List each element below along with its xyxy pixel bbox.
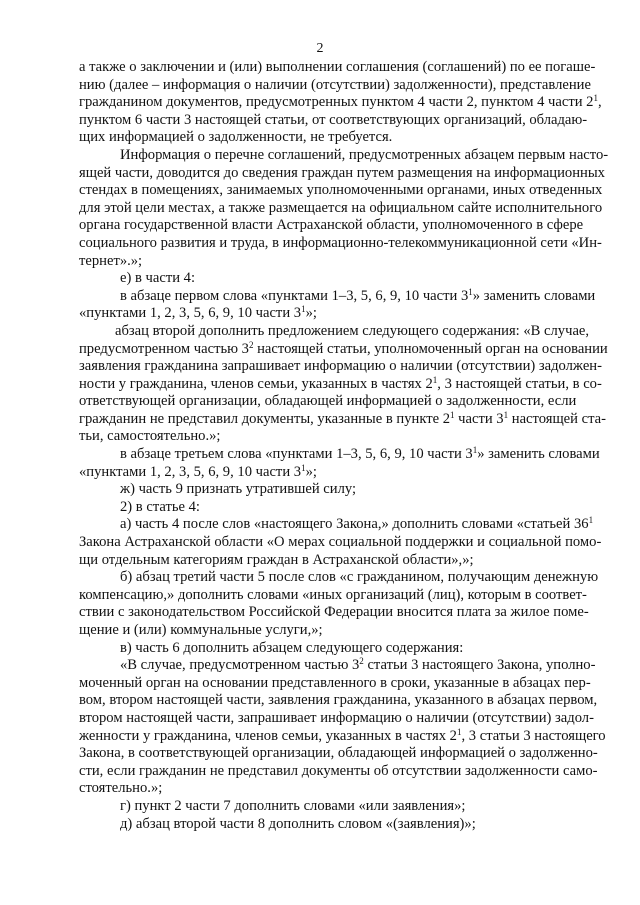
text-line: щих информацией о задолженности, не требуется. — [79, 129, 393, 146]
text-line: щи отдельным категориям граждан в Астраханской области»,»; — [79, 551, 474, 568]
text-line: втором настоящей части, запрашивает информацию о наличии (отсутствии) задол- — [79, 709, 594, 726]
text-line: предусмотренном частью $3^2$ настоящей статьи, уполномоченный орган на основании — [79, 339, 608, 357]
text-line: тьи, самостоятельно.»; — [79, 428, 221, 445]
text-line: в абзаце первом слова «пунктами 1–3, 5, 6, 9, 10 части $3^1$» заменить словами — [120, 286, 596, 304]
text-line: сти, если гражданин не представил документы об отсутствии задолженности само- — [79, 762, 598, 779]
text-line: д) абзац второй части 8 дополнить словом «(заявления)»; — [120, 815, 476, 832]
text-line: Закона Астраханской области «О мерах социальной поддержки и социальной помо- — [79, 534, 602, 551]
text-line: моченный орган на основании представленного в сроки, указанные в абзацах пер- — [79, 674, 591, 691]
document-body — [79, 59, 609, 833]
text-line: пунктом 6 части 3 настоящей статьи, от соответствующих организаций, обладаю- — [79, 111, 588, 128]
text-line: ответствующей организации, обладающей информацией о задолженности, если — [79, 393, 577, 410]
text-line: в) часть 6 дополнить абзацем следующего содержания: — [120, 639, 464, 656]
text-line: тернет».»; — [79, 252, 143, 269]
text-line: ности у гражданина, членов семьи, указанных в частях $2^1$, 3 настоящей статьи, в со- — [79, 374, 602, 392]
text-line: «В случае, предусмотренном частью $3^2$ статьи 3 настоящего Закона, уполно- — [120, 656, 596, 674]
text-line: для этой цели местах, а также размещается на официальном сайте исполнительного — [79, 199, 603, 216]
text-line: щение и (или) коммунальные услуги,»; — [79, 622, 323, 638]
text-line: гражданином документов, предусмотренных пунктом 4 части 2, пунктом 4 части $2^1$, — [79, 93, 602, 111]
text-line: а также о заключении и (или) выполнении соглашения (соглашений) по ее погаше- — [79, 59, 596, 75]
text-line: Закона, в соответствующей организации, обладающей информацией о задолженно- — [79, 745, 598, 762]
text-line: стоятельно.»; — [79, 780, 163, 797]
text-line: е) в части 4: — [120, 270, 196, 287]
text-line: заявления гражданина запрашивает информацию о наличии (отсутствии) задолжен- — [79, 358, 602, 375]
text-line: абзац второй дополнить предложением следующего содержания: «В случае, — [115, 322, 590, 339]
text-line: органа государственной власти Астраханской области, уполномоченного в сфере — [79, 217, 584, 234]
text-line: б) абзац третий части 5 после слов «с гражданином, получающим денежную — [120, 569, 599, 586]
text-line: гражданин не представил документы, указанные в пункте $2^1$ части $3^1$ настоящей ста- — [79, 409, 606, 427]
text-line: вом, втором настоящей части, заявления гражданина, указанного в абзацах первом, — [79, 692, 598, 709]
text-line: женности у гражданина, членов семьи, указанных в частях $2^1$, 3 статьи 3 настоящего — [79, 726, 606, 744]
text-line: «пунктами 1, 2, 3, 5, 6, 9, 10 части $3^1$»; — [79, 304, 317, 322]
text-line: 2) в статье 4: — [120, 498, 200, 515]
text-line: г) пункт 2 части 7 дополнить словами «или заявления»; — [120, 797, 466, 814]
text-line: ящей части, доводится до сведения граждан путем размещения на информационных — [79, 164, 605, 181]
text-line: Информация о перечне соглашений, предусмотренных абзацем первым насто- — [120, 146, 609, 163]
text-line: ствии с законодательством Российской Федерации вносится плата за жилое поме- — [79, 604, 589, 621]
text-line: компенсацию,» дополнить словами «иных организаций (лиц), которым в соответ- — [79, 586, 587, 603]
text-line: а) часть 4 после слов «настоящего Закона,» дополнить словами «статьей $36^1$ — [120, 515, 594, 533]
text-line: нию (далее – информация о наличии (отсутствии) задолженности), представление — [79, 76, 591, 93]
page-number: 2 — [316, 41, 324, 56]
text-line: «пунктами 1, 2, 3, 5, 6, 9, 10 части $3^1$»; — [79, 462, 317, 480]
text-line: стендах в помещениях, занимаемых уполномоченными органами, иных отведенных — [79, 182, 603, 199]
text-line: социального развития и труда, в информационно-телекоммуникационной сети «Ин- — [79, 234, 602, 251]
text-line: ж) часть 9 признать утратившей силу; — [120, 481, 357, 498]
text-line: в абзаце третьем слова «пунктами 1–3, 5, 6, 9, 10 части $3^1$» заменить словами — [120, 445, 600, 463]
